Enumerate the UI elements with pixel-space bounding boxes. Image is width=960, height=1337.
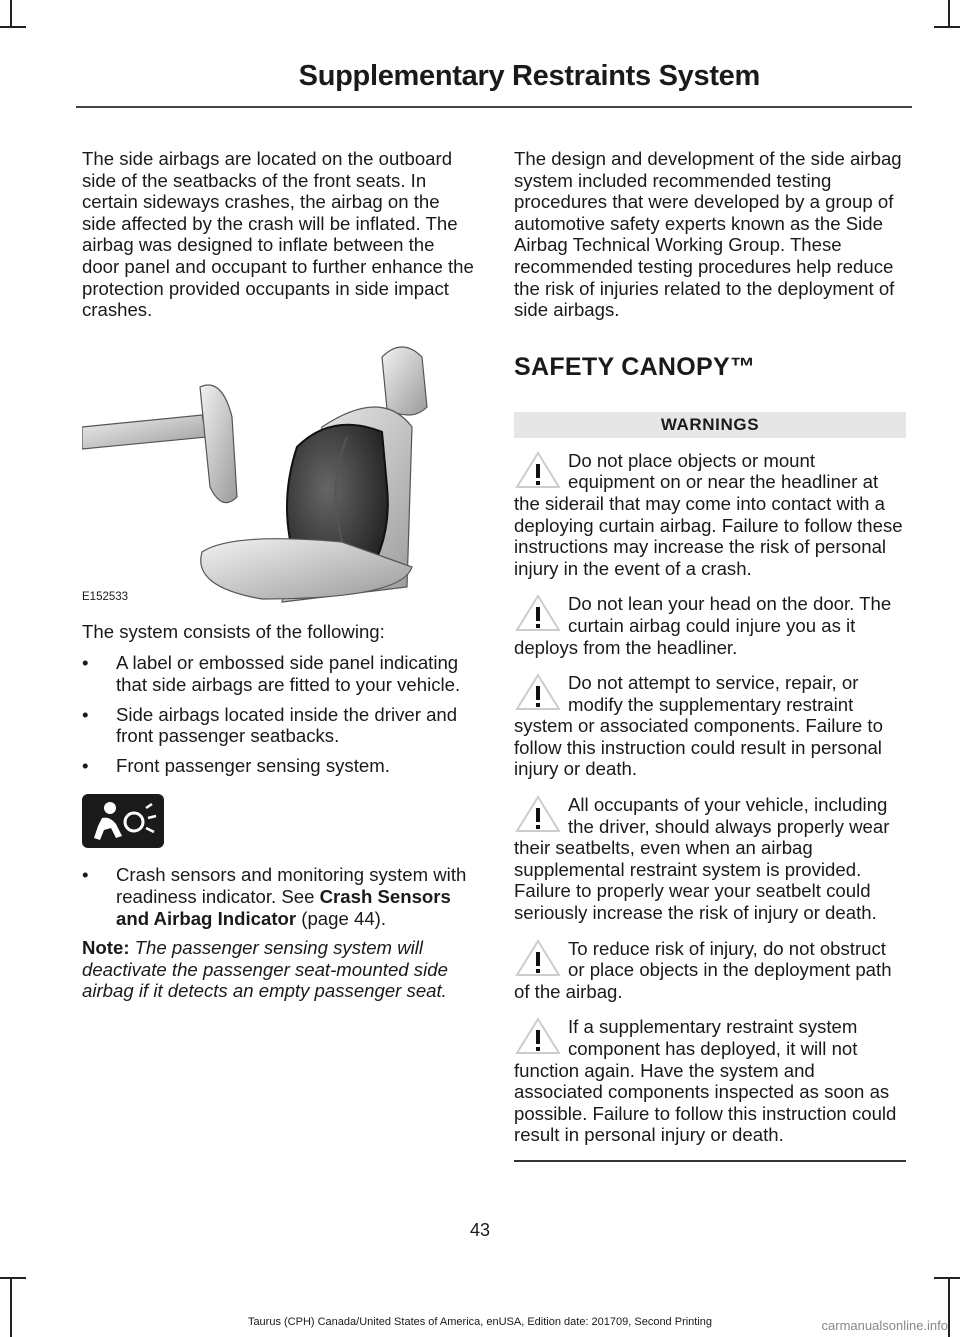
warning-item: Do not place objects or mount equipment on or near the headliner at the siderail that may come into contact with a deploying curtain airbag. Failure to follow these instructions may increase the risk of personal injury in the event of a crash. [514, 449, 903, 579]
list-item: • A label or embossed side panel indicating that side airbags are fitted to your vehicle. [82, 652, 474, 695]
seat-airbag-illustration [82, 337, 474, 607]
warnings-heading: WARNINGS [514, 412, 906, 438]
crop-mark [10, 1277, 12, 1337]
right-column [514, 148, 906, 1162]
crop-mark [10, 0, 12, 26]
warning-triangle-icon [514, 1016, 562, 1056]
passenger-airbag-icon [82, 794, 164, 848]
warning-item: To reduce risk of injury, do not obstruct or place objects in the deployment path of the airbag. [514, 937, 892, 1002]
design-intro: The design and development of the side airbag system included recommended testing procedures that were developed by a group of automotive safety experts known as the Side Airbag Technical Working Group. These recommended testing procedures help reduce the risk of injuries related to the deployment of side airbags. [514, 148, 902, 321]
list-item: • Crash sensors and monitoring system with readiness indicator. See Crash Sensors and Airbag Indicator (page 44). [82, 864, 474, 929]
list-item: • Side airbags located inside the driver and front passenger seatbacks. [82, 704, 474, 747]
warning-triangle-icon [514, 450, 562, 490]
list-item: • Front passenger sensing system. [82, 755, 474, 777]
watermark: carmanualsonline.info [821, 1318, 948, 1333]
crop-mark [934, 26, 960, 28]
warning-triangle-icon [514, 672, 562, 712]
warning-triangle-icon [514, 794, 562, 834]
system-list [82, 652, 474, 776]
warning-item: Do not attempt to service, repair, or modify the supplementary restraint system or associated components. Failure to follow this instruction could result in personal injury or death. [514, 672, 883, 780]
warning-triangle-icon [514, 938, 562, 978]
warning-item: All occupants of your vehicle, including the driver, should always properly wear their seatbelts, even when an airbag supplemental restraint system is provided. Failure to properly wear your seatbelt could seriously increase the risk of injury or death. [514, 794, 890, 924]
crop-mark [948, 0, 950, 26]
warnings-end-divider [514, 1160, 906, 1162]
crop-mark [0, 26, 26, 28]
side-airbag-figure [82, 337, 474, 607]
note: Note: The passenger sensing system will deactivate the passenger seat-mounted side airbag if it detects an empty passenger seat. [82, 937, 448, 1002]
warning-triangle-icon [514, 593, 562, 633]
left-column [82, 148, 474, 1020]
crop-mark [0, 1277, 26, 1279]
system-list-continued [82, 864, 474, 929]
warning-item: Do not lean your head on the door. The curtain airbag could injure you as it deploys from the headliner. [514, 593, 892, 658]
crop-mark [948, 1277, 950, 1337]
page-title: Supplementary Restraints System [298, 60, 760, 92]
crop-mark [934, 1277, 960, 1279]
footer-edition: Taurus (CPH) Canada/United States of America, enUSA, Edition date: 201709, Second Printing [247, 1316, 713, 1328]
header-divider [76, 106, 912, 108]
page-number: 43 [469, 1220, 491, 1240]
system-intro: The system consists of the following: [82, 620, 385, 642]
cross-reference-link[interactable]: Crash Sensors and Airbag Indicator [116, 885, 451, 929]
section-title: SAFETY CANOPY™ [514, 352, 756, 381]
warning-item: If a supplementary restraint system component has deployed, it will not function again. Have the system and associated components inspected as soon as possible. Failure to follow this instruction could result in personal injury or death. [514, 1016, 897, 1146]
figure-code: E152533 [82, 590, 129, 603]
side-airbag-intro: The side airbags are located on the outboard side of the seatbacks of the front seats. In certain sideways crashes, the airbag on the side affected by the crash will be inflated. The airbag was designed to inflate between the door panel and occupant to further enhance the protection provided occupants in side impact crashes. [82, 148, 474, 321]
